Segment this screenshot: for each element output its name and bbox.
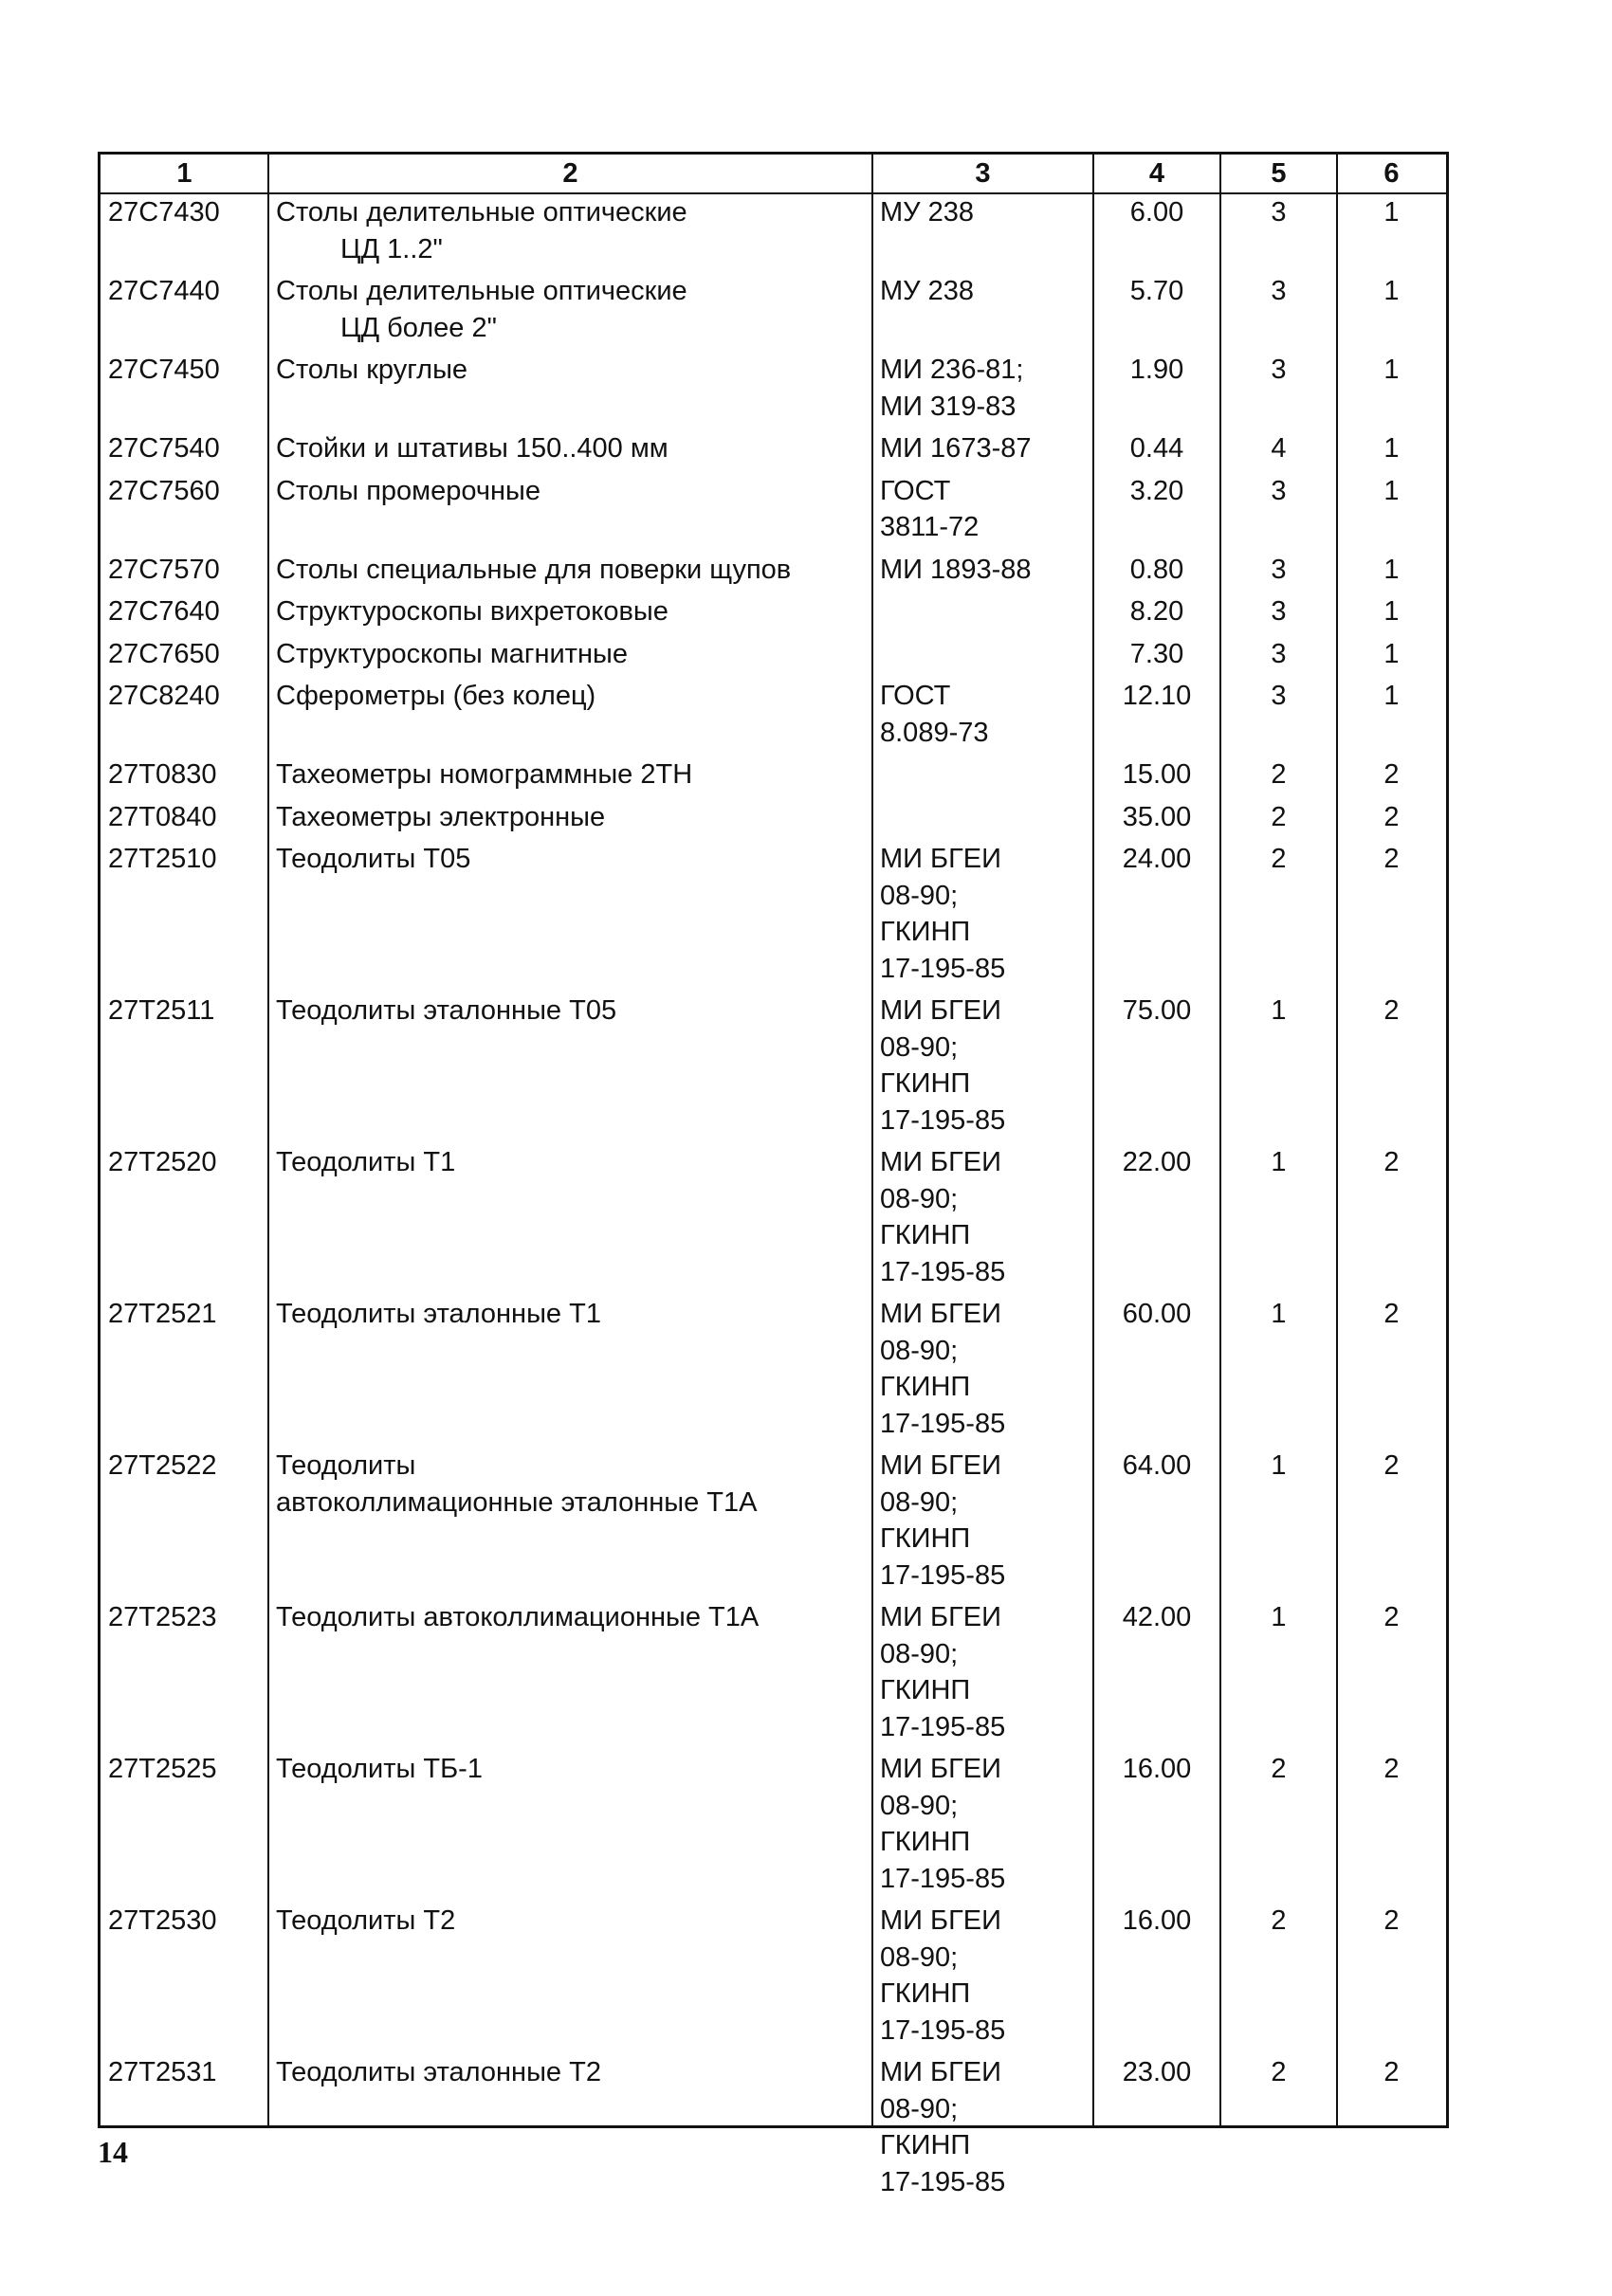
- item-name-cell: [268, 550, 872, 592]
- document-reference-cell-line: 17-195-85: [880, 1711, 1006, 1742]
- column-6-value-cell: 2: [1383, 1905, 1400, 1936]
- document-reference-cell-line: МИ 1673-87: [880, 433, 1032, 464]
- document-reference-cell: [872, 428, 1093, 471]
- column-4-value-cell: 42.00: [1122, 1602, 1192, 1632]
- column-4-value-cell: 0.80: [1129, 554, 1184, 585]
- column-5-value-cell: 1: [1271, 1147, 1287, 1177]
- column-6-value-cell: 1: [1383, 554, 1400, 585]
- column-4-value-cell: 22.00: [1122, 1147, 1192, 1177]
- item-name-cell: [268, 1901, 872, 2052]
- document-reference-cell-line: 17-195-85: [880, 1408, 1006, 1439]
- column-4-value-cell: 1.90: [1129, 355, 1184, 385]
- column-6-value-cell: 2: [1383, 1299, 1400, 1329]
- item-name-cell-line: Столы промерочные: [276, 475, 540, 506]
- item-name-cell: [268, 1749, 872, 1901]
- item-name-cell: [268, 350, 872, 428]
- table-row: [101, 1142, 1446, 1294]
- item-name-cell-line: ЦД более 2": [340, 312, 497, 343]
- document-reference-cell: [872, 192, 1093, 271]
- document-reference-cell-line: ГКИНП: [880, 1978, 971, 2009]
- item-code-cell: 27Т2530: [108, 1905, 217, 1936]
- column-5-value-cell: 4: [1271, 433, 1287, 464]
- document-reference-cell: [872, 592, 1093, 634]
- item-name-cell-line: Теодолиты Т2: [276, 1905, 456, 1936]
- column-5-value-cell: 3: [1271, 355, 1287, 385]
- column-5-value-cell: 1: [1271, 1299, 1287, 1329]
- item-name-cell-line: Столы круглые: [276, 355, 468, 385]
- document-reference-cell-line: 08-90;: [880, 1790, 959, 1821]
- column-5-value-cell: 3: [1271, 596, 1287, 627]
- item-name-cell: [268, 634, 872, 677]
- document-reference-cell: [872, 271, 1093, 350]
- item-name-cell-line: Теодолиты: [276, 1450, 416, 1481]
- table-row: [101, 991, 1446, 1142]
- item-name-cell: [268, 1142, 872, 1294]
- document-reference-cell-line: МИ БГЕИ: [880, 995, 1001, 1026]
- document-reference-cell: [872, 797, 1093, 840]
- column-5-value-cell: 2: [1271, 759, 1287, 790]
- document-reference-cell: [872, 2052, 1093, 2204]
- item-name-cell-line: Тахеометры электронные: [276, 801, 606, 832]
- item-code-cell: 27С7440: [108, 276, 220, 306]
- column-6-value-cell: 1: [1383, 197, 1400, 228]
- item-name-cell: [268, 471, 872, 550]
- item-name-cell-line: Теодолиты эталонные Т1: [276, 1299, 601, 1329]
- item-code-cell: 27Т2521: [108, 1299, 217, 1329]
- document-reference-cell-line: МИ БГЕИ: [880, 844, 1001, 874]
- column-4-value-cell: 35.00: [1122, 801, 1192, 832]
- item-code-cell: 27С7570: [108, 554, 220, 585]
- table-row: [101, 1446, 1446, 1597]
- column-4-value-cell: 24.00: [1122, 844, 1192, 874]
- column-5-value-cell: 2: [1271, 2057, 1287, 2087]
- document-reference-cell-line: МИ 1893-88: [880, 554, 1032, 585]
- document-reference-cell-line: МИ БГЕИ: [880, 2057, 1001, 2087]
- document-reference-cell-line: МИ БГЕИ: [880, 1602, 1001, 1632]
- column-5-value-cell: 2: [1271, 1905, 1287, 1936]
- column-4-value-cell: 16.00: [1122, 1905, 1192, 1936]
- column-4-value-cell: 0.44: [1129, 433, 1184, 464]
- table-row: [101, 550, 1446, 592]
- table-row: [101, 471, 1446, 550]
- table-row: [101, 839, 1446, 991]
- table-row: [101, 1294, 1446, 1446]
- document-reference-cell: [872, 1446, 1093, 1597]
- item-name-cell-line: Теодолиты автоколлимационные Т1А: [276, 1602, 760, 1632]
- item-name-cell: [268, 1597, 872, 1749]
- item-name-cell: [268, 2052, 872, 2204]
- table-row: [101, 592, 1446, 634]
- column-6-value-cell: 2: [1383, 801, 1400, 832]
- column-6-value-cell: 2: [1383, 759, 1400, 790]
- item-name-cell-line: Столы делительные оптические: [276, 197, 687, 228]
- item-name-cell-line: Теодолиты Т1: [276, 1147, 456, 1177]
- document-reference-cell-line: МИ БГЕИ: [880, 1905, 1001, 1936]
- document-reference-cell-line: МИ 236-81;: [880, 355, 1024, 385]
- column-6-value-cell: 1: [1383, 638, 1400, 669]
- item-code-cell: 27Т2525: [108, 1754, 217, 1784]
- item-name-cell: [268, 839, 872, 991]
- document-reference-cell-line: 08-90;: [880, 1031, 959, 1063]
- column-header-5: 5: [1271, 157, 1287, 189]
- column-5-value-cell: 1: [1271, 995, 1287, 1026]
- column-header-2: 2: [562, 157, 578, 189]
- item-name-cell-line: Столы делительные оптические: [276, 276, 687, 306]
- column-4-value-cell: 12.10: [1122, 681, 1192, 711]
- table-row: [101, 1749, 1446, 1901]
- document-reference-cell-line: 08-90;: [880, 1486, 959, 1518]
- column-5-value-cell: 2: [1271, 1754, 1287, 1784]
- item-name-cell-line: Столы специальные для поверки щупов: [276, 554, 792, 585]
- item-name-cell-line: Структуроскопы вихретоковые: [276, 596, 669, 627]
- document-reference-cell-line: 08-90;: [880, 880, 959, 911]
- item-name-cell: [268, 1294, 872, 1446]
- document-reference-cell: [872, 755, 1093, 797]
- document-reference-cell-line: 8.089-73: [880, 717, 989, 748]
- item-code-cell: 27Т2531: [108, 2057, 217, 2087]
- document-reference-cell-line: 08-90;: [880, 1941, 959, 1973]
- document-reference-cell-line: ГКИНП: [880, 1372, 971, 1402]
- document-reference-cell-line: 3811-72: [880, 512, 980, 542]
- column-5-value-cell: 1: [1271, 1450, 1287, 1481]
- item-name-cell: [268, 797, 872, 840]
- item-name-cell: [268, 755, 872, 797]
- column-6-value-cell: 1: [1383, 276, 1400, 306]
- column-header-4: 4: [1148, 157, 1165, 189]
- item-name-cell-line: ЦД 1..2": [340, 233, 443, 264]
- item-code-cell: 27С7430: [108, 197, 220, 228]
- document-reference-cell-line: МИ 319-83: [880, 391, 1017, 422]
- column-4-value-cell: 60.00: [1122, 1299, 1192, 1329]
- item-name-cell: [268, 1446, 872, 1597]
- document-reference-cell: [872, 350, 1093, 428]
- document-reference-cell-line: ГКИНП: [880, 1675, 971, 1705]
- item-code-cell: 27Т0830: [108, 759, 217, 790]
- document-reference-cell-line: 17-195-85: [880, 2014, 1006, 2046]
- document-reference-cell-line: ГОСТ: [880, 475, 951, 506]
- column-6-value-cell: 2: [1383, 995, 1400, 1026]
- document-reference-cell: [872, 991, 1093, 1142]
- column-6-value-cell: 1: [1383, 596, 1400, 627]
- column-6-value-cell: 2: [1383, 2057, 1400, 2087]
- column-4-value-cell: 64.00: [1122, 1450, 1192, 1481]
- item-name-cell-line: Теодолиты ТБ-1: [276, 1754, 483, 1784]
- column-6-value-cell: 1: [1383, 355, 1400, 385]
- document-reference-cell-line: МИ БГЕИ: [880, 1147, 1001, 1177]
- document-reference-cell-line: 08-90;: [880, 1335, 959, 1366]
- table-row: [101, 676, 1446, 755]
- item-name-cell: [268, 676, 872, 755]
- column-4-value-cell: 8.20: [1129, 596, 1184, 627]
- column-5-value-cell: 3: [1271, 197, 1287, 228]
- item-name-cell-line: Теодолиты Т05: [276, 844, 471, 874]
- item-code-cell: 27С7640: [108, 596, 220, 627]
- column-4-value-cell: 23.00: [1122, 2057, 1192, 2087]
- document-reference-cell-line: МИ БГЕИ: [880, 1754, 1001, 1784]
- item-name-cell: [268, 592, 872, 634]
- item-code-cell: 27С7450: [108, 355, 220, 385]
- document-reference-cell: [872, 550, 1093, 592]
- column-header-6: 6: [1383, 157, 1400, 189]
- document-reference-cell-line: 08-90;: [880, 2093, 959, 2124]
- item-name-cell: [268, 271, 872, 350]
- document-reference-cell-line: МУ 238: [880, 276, 975, 306]
- column-header-3: 3: [975, 157, 991, 189]
- table-row: [101, 350, 1446, 428]
- item-code-cell: 27С7540: [108, 433, 220, 464]
- item-code-cell: 27Т2511: [108, 995, 215, 1026]
- document-reference-cell-line: ГКИНП: [880, 1220, 971, 1250]
- document-reference-cell-line: ГКИНП: [880, 2130, 971, 2160]
- column-5-value-cell: 3: [1271, 638, 1287, 669]
- column-5-value-cell: 3: [1271, 681, 1287, 711]
- table-row: [101, 1597, 1446, 1749]
- document-reference-cell-line: МИ БГЕИ: [880, 1450, 1001, 1481]
- item-code-cell: 27С7560: [108, 475, 220, 506]
- column-5-value-cell: 3: [1271, 475, 1287, 506]
- document-reference-cell: [872, 676, 1093, 755]
- item-name-cell: [268, 991, 872, 1142]
- item-name-cell-line: автоколлимационные эталонные Т1А: [276, 1486, 758, 1518]
- column-5-value-cell: 2: [1271, 801, 1287, 832]
- column-4-value-cell: 16.00: [1122, 1754, 1192, 1784]
- table-row: [101, 192, 1446, 271]
- document-reference-cell-line: 08-90;: [880, 1183, 959, 1214]
- document-reference-cell: [872, 1142, 1093, 1294]
- column-5-value-cell: 3: [1271, 276, 1287, 306]
- item-code-cell: 27Т0840: [108, 801, 217, 832]
- table-row: [101, 1901, 1446, 2052]
- document-reference-cell: [872, 1901, 1093, 2052]
- column-6-value-cell: 2: [1383, 1147, 1400, 1177]
- document-reference-cell: [872, 1294, 1093, 1446]
- column-5-value-cell: 2: [1271, 844, 1287, 874]
- table-row: [101, 797, 1446, 840]
- document-reference-cell-line: 17-195-85: [880, 1863, 1006, 1894]
- column-6-value-cell: 1: [1383, 681, 1400, 711]
- document-reference-cell: [872, 1597, 1093, 1749]
- document-reference-cell-line: 17-195-85: [880, 1104, 1006, 1136]
- column-4-value-cell: 15.00: [1122, 759, 1192, 790]
- column-6-value-cell: 2: [1383, 1450, 1400, 1481]
- document-reference-cell-line: МИ БГЕИ: [880, 1299, 1001, 1329]
- table-row: [101, 428, 1446, 471]
- item-name-cell: [268, 192, 872, 271]
- table-body: [101, 192, 1446, 2204]
- table-row: [101, 634, 1446, 677]
- item-name-cell-line: Стойки и штативы 150..400 мм: [276, 433, 669, 464]
- item-name-cell-line: Тахеометры номограммные 2ТН: [276, 759, 693, 790]
- table-row: [101, 2052, 1446, 2204]
- column-5-value-cell: 1: [1271, 1602, 1287, 1632]
- item-code-cell: 27Т2510: [108, 844, 217, 874]
- document-reference-cell-line: ГКИНП: [880, 1068, 971, 1099]
- header-row: [101, 155, 1446, 192]
- column-6-value-cell: 1: [1383, 475, 1400, 506]
- data-table: [101, 155, 1446, 2204]
- document-reference-cell: [872, 1749, 1093, 1901]
- item-code-cell: 27С8240: [108, 681, 220, 711]
- item-name-cell-line: Структуроскопы магнитные: [276, 638, 628, 669]
- item-code-cell: 27Т2522: [108, 1450, 217, 1481]
- item-name-cell-line: Теодолиты эталонные Т05: [276, 995, 617, 1026]
- document-reference-cell: [872, 634, 1093, 677]
- column-4-value-cell: 6.00: [1129, 197, 1184, 228]
- column-6-value-cell: 2: [1383, 1602, 1400, 1632]
- document-reference-cell: [872, 839, 1093, 991]
- item-code-cell: 27Т2520: [108, 1147, 217, 1177]
- item-name-cell-line: Сферометры (без колец): [276, 681, 596, 711]
- item-code-cell: 27С7650: [108, 638, 220, 669]
- table-row: [101, 271, 1446, 350]
- document-reference-cell: [872, 471, 1093, 550]
- column-6-value-cell: 2: [1383, 844, 1400, 874]
- document-reference-cell-line: ГКИНП: [880, 1523, 971, 1554]
- column-4-value-cell: 3.20: [1129, 475, 1184, 506]
- item-code-cell: 27Т2523: [108, 1602, 217, 1632]
- column-4-value-cell: 7.30: [1129, 638, 1184, 669]
- document-reference-cell-line: 17-195-85: [880, 1256, 1006, 1287]
- item-name-cell: [268, 428, 872, 471]
- document-reference-cell-line: 17-195-85: [880, 1559, 1006, 1591]
- column-6-value-cell: 1: [1383, 433, 1400, 464]
- document-reference-cell-line: 08-90;: [880, 1638, 959, 1669]
- column-4-value-cell: 5.70: [1129, 276, 1184, 306]
- column-6-value-cell: 2: [1383, 1754, 1400, 1784]
- column-5-value-cell: 3: [1271, 554, 1287, 585]
- document-reference-cell-line: ГКИНП: [880, 1827, 971, 1857]
- document-reference-cell-line: 17-195-85: [880, 953, 1006, 984]
- document-reference-cell-line: МУ 238: [880, 197, 975, 228]
- item-name-cell-line: Теодолиты эталонные Т2: [276, 2057, 601, 2087]
- column-4-value-cell: 75.00: [1122, 995, 1192, 1026]
- table-row: [101, 755, 1446, 797]
- document-reference-cell-line: 17-195-85: [880, 2166, 1006, 2197]
- column-header-1: 1: [176, 157, 192, 189]
- document-reference-cell-line: ГОСТ: [880, 681, 951, 711]
- page-number: 14: [98, 2135, 128, 2169]
- document-reference-cell-line: ГКИНП: [880, 917, 971, 947]
